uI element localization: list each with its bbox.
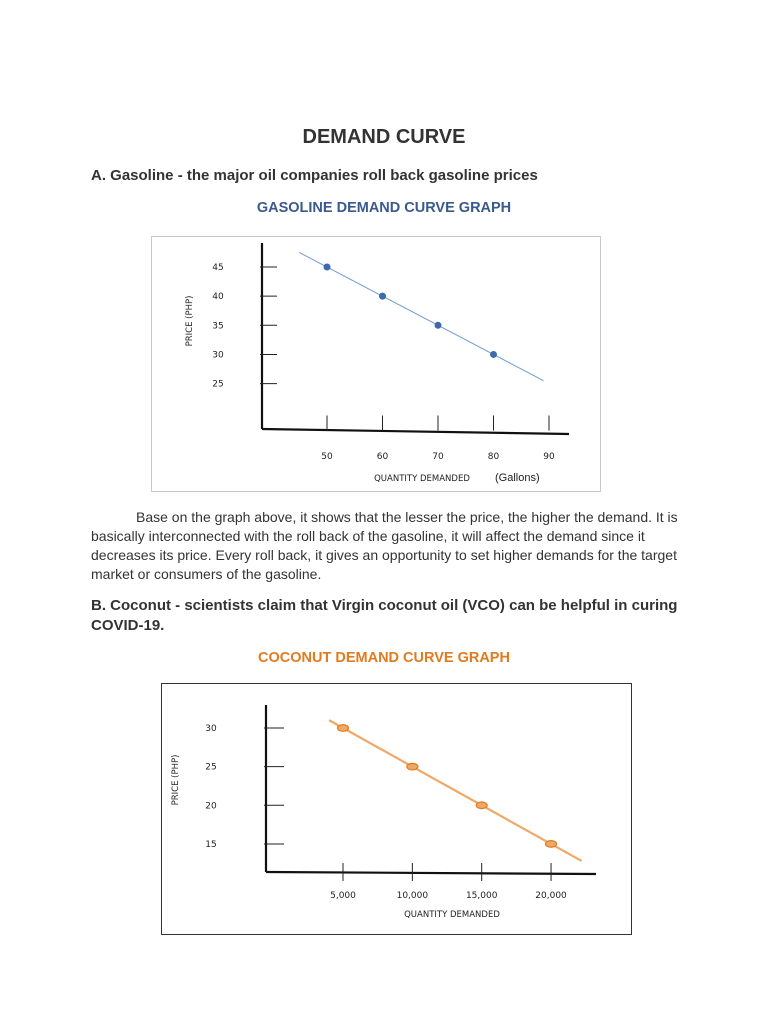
gasoline-y-axis-title: PRICE (PHP) xyxy=(185,295,195,347)
coconut-y-axis-title: PRICE (PHP) xyxy=(171,754,181,806)
coconut-chart-title: COCONUT DEMAND CURVE GRAPH xyxy=(258,650,510,666)
y-tick-label: 25 xyxy=(205,762,217,773)
x-tick-label: 15,000 xyxy=(465,891,498,901)
x-tick-label: 50 xyxy=(321,452,333,462)
data-point xyxy=(476,802,487,809)
data-point xyxy=(490,351,497,358)
y-tick-label: 15 xyxy=(205,839,217,850)
gasoline-chart-frame xyxy=(151,236,601,492)
gasoline-x-axis-title: QUANTITY DEMANDED xyxy=(374,474,470,484)
gasoline-chart-title: GASOLINE DEMAND CURVE GRAPH xyxy=(256,200,512,216)
gasoline-x-axis xyxy=(262,429,569,434)
y-tick-label: 30 xyxy=(212,350,224,361)
coconut-x-axis xyxy=(266,872,596,874)
coconut-x-axis-title: QUANTITY DEMANDED xyxy=(404,910,500,920)
y-tick-label: 35 xyxy=(212,321,224,332)
x-tick-label: 10,000 xyxy=(396,891,429,901)
y-tick-label: 25 xyxy=(212,379,224,390)
trendline xyxy=(299,252,543,380)
trendline xyxy=(329,720,581,861)
data-point xyxy=(379,293,386,300)
data-point xyxy=(338,725,349,732)
section-a-heading: A. Gasoline - the major oil companies roll back gasoline prices xyxy=(91,167,538,184)
y-tick-label: 40 xyxy=(212,292,224,303)
x-tick-label: 5,000 xyxy=(330,891,356,901)
paragraph-text: Base on the graph above, it shows that the lesser the price, the higher the demand. It is basically interconnected with the roll back of the gasoline, it will affect the demand since it decreases its price. Every roll back, it gives an opportunity to set higher demands for the target market or consumers of the gasoline. xyxy=(91,509,678,582)
gasoline-demand-chart xyxy=(152,237,602,493)
y-tick-label: 30 xyxy=(205,724,217,734)
document-title: DEMAND CURVE xyxy=(302,126,466,148)
y-tick-label: 20 xyxy=(205,801,217,812)
data-point xyxy=(546,841,557,848)
gasoline-x-axis-unit: (Gallons) xyxy=(495,472,540,484)
coconut-demand-chart xyxy=(162,684,633,936)
data-point xyxy=(435,322,442,329)
data-point xyxy=(407,763,418,770)
x-tick-label: 20,000 xyxy=(535,891,567,901)
gasoline-analysis-paragraph xyxy=(91,508,681,584)
coconut-chart-frame xyxy=(161,683,632,935)
data-point xyxy=(324,264,331,271)
section-b-heading: B. Coconut - scientists claim that Virgin coconut oil (VCO) can be helpful in curing COVID-19. xyxy=(91,597,678,634)
x-tick-label: 80 xyxy=(487,452,500,462)
x-tick-label: 60 xyxy=(376,452,389,462)
x-tick-label: 70 xyxy=(432,452,444,462)
x-tick-label: 90 xyxy=(543,452,555,462)
y-tick-label: 45 xyxy=(212,263,224,273)
